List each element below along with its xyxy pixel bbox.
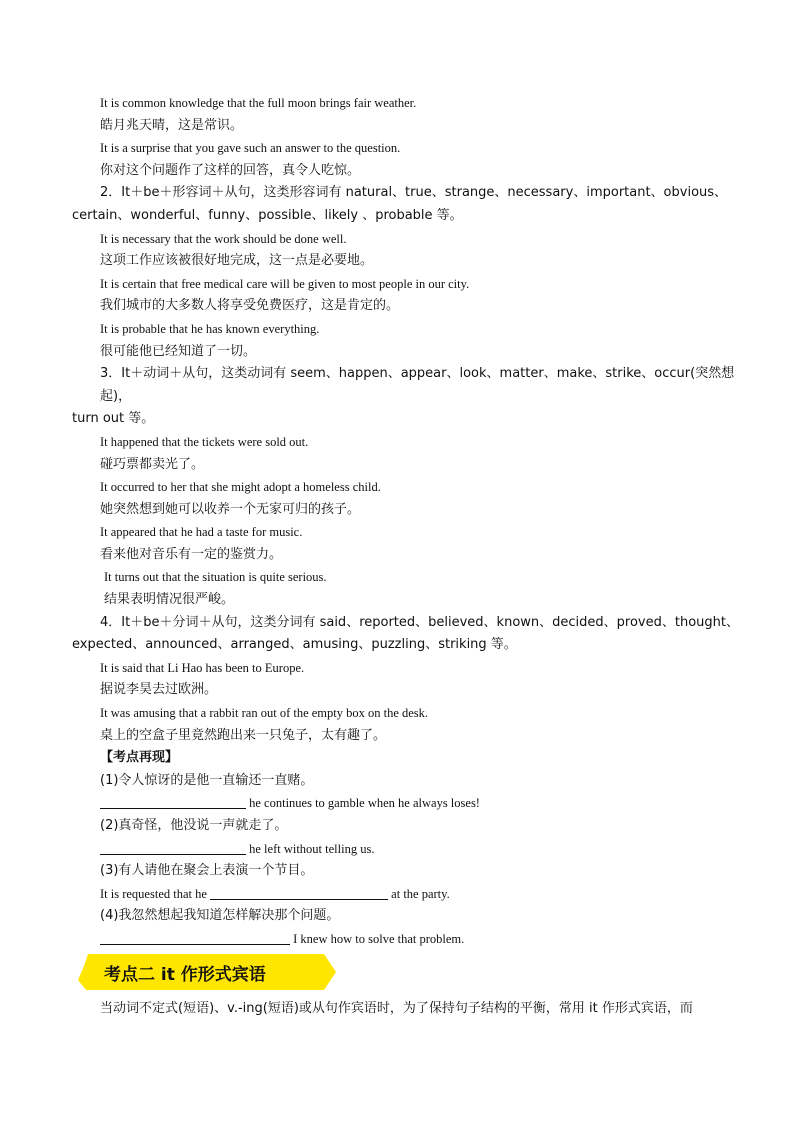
review-answer-3: It is requested that he at the party. [100,886,450,901]
review-answer-2: he left without telling us. [72,838,744,861]
section-title: 考点二 it 作形式宾语 [104,965,266,985]
example-en: It is certain that free medical care will be given to most people in our city. [100,276,470,291]
example-zh: 看来他对音乐有一定的鉴赏力。 [100,546,283,562]
example-en: It turns out that the situation is quite serious. [104,570,327,585]
example-zh: 结果表明情况很严峻。 [104,592,235,608]
example-zh: 桌上的空盒子里竟然跑出来一只兔子，太有趣了。 [100,727,387,743]
example-en: It occurred to her that she might adopt a homeless child. [100,480,381,495]
answer-blank[interactable] [100,794,246,809]
example-en: It appeared that he had a taste for music. [100,525,303,540]
example-zh: 这项工作应该被很好地完成，这一点是必要地。 [100,253,374,269]
example-zh: 据说李昊去过欧洲。 [100,682,218,698]
rule-heading-2: 2．It＋be＋形容词＋从句，这类形容词有 natural、true、strange、necessary、important、obvious、 certain、wonderful、funny、possible、likely 、probable 等。 [72,185,728,223]
section-intro [72,998,744,1021]
review-question-4: (4)我忽然想起我知道怎样解决那个问题。 [100,908,340,924]
example-en: It is common knowledge that the full moon brings fair weather. [100,96,417,110]
example-en: It is necessary that the work should be done well. [100,231,347,246]
review-answer-1: he continues to gamble when he always loses! [72,792,744,815]
rule-heading-4: 4．It＋be＋分词＋从句，这类分词有 said、reported、believed、known、decided、proved、thought、 expected、announced、arranged、amusing、puzzling、striking 等。 [72,614,739,653]
review-question-3: (3)有人请他在聚会上表演一个节目。 [100,863,314,879]
review-title: 【考点再现】 [100,750,179,766]
review-answer-4: I knew how to solve that problem. [72,928,744,951]
example-zh: 皓月兆天晴，这是常识。 [100,117,244,133]
answer-blank[interactable] [100,930,290,945]
content-body [72,92,744,951]
answer-blank[interactable] [100,840,246,855]
example-zh: 她突然想到她可以收养一个无家可归的孩子。 [100,501,361,517]
example-zh: 我们城市的大多数人将享受免费医疗，这是肯定的。 [100,298,400,314]
example-en: It was amusing that a rabbit ran out of the empty box on the desk. [100,706,429,721]
example-en: It is a surprise that you gave such an answer to the question. [100,141,401,156]
review-question-1: (1)令人惊讶的是他一直输还一直赌。 [100,772,314,788]
answer-blank[interactable] [210,885,388,900]
review-question-2: (2)真奇怪，他没说一声就走了。 [100,818,288,833]
example-en: It happened that the tickets were sold out. [100,434,309,449]
section-banner [78,952,340,992]
example-zh: 很可能他已经知道了一切。 [100,343,257,359]
intro-line: 当动词不定式(短语)、v.-ing(短语)或从句作宾语时，为了保持句子结构的平衡，常用 it 作形式宾语，而 [100,1001,693,1016]
example-en: It is said that Li Hao has been to Europe. [100,660,305,675]
rule-heading-3: 3．It＋动词＋从句，这类动词有 seem、happen、appear、look、matter、make、strike、occur(突然想起)， turn out 等。 [72,366,735,427]
example-en: It is probable that he has known everything. [100,321,320,336]
example-zh: 碰巧票都卖光了。 [100,456,205,472]
example-zh: 你对这个问题作了这样的回答，真令人吃惊。 [100,162,361,178]
